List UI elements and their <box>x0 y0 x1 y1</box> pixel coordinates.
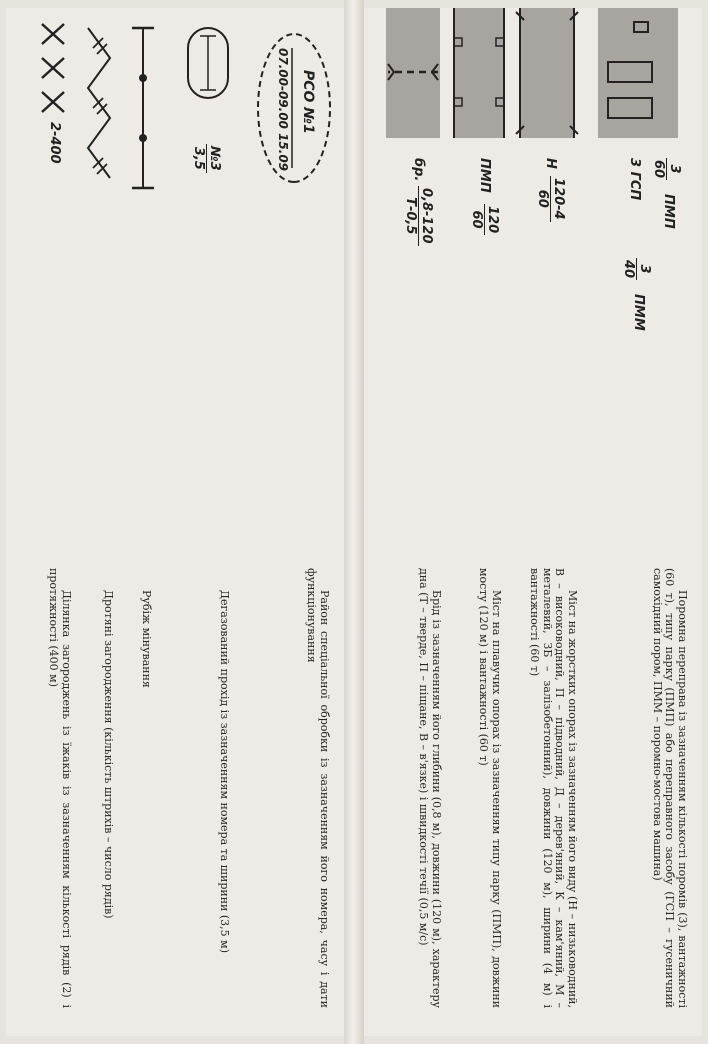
entry-degassed-passage <box>166 8 244 1036</box>
ford-symbol <box>382 8 444 408</box>
ford-prefix: бр. <box>411 158 426 182</box>
stamp-line1: РСО №1 <box>300 70 316 134</box>
entry-text: Поромна переправа із зазначенням кількості поромів (3), вантажності (60 т), типу парку (ПМП) або переправного засобу (ГСП – гусеничний самохідний пором, ПММ – поромно-мостова машина) <box>651 568 689 1008</box>
entry-text: Брід із зазначенням його глибини (0,8 м), довжини (120 м), характеру дна (Т – тверде, П – піщане, В – в'язке) і швидкості течії (0,5 м/с) <box>417 568 443 1008</box>
entry-text: Район спеціальної обробки із зазначенням його номера, часу і дати функціонування <box>305 568 331 1008</box>
entry-text: Рубіж мінування <box>140 590 153 688</box>
stamp-oval-symbol <box>248 8 340 208</box>
entry-hedgehog-obstacles <box>22 8 76 1036</box>
right-page <box>364 8 702 1036</box>
entry-text: Міст на жорстких опорах із зазначенням його виду (Н – низьководний, В – висоководний, П – підводний, Д – дерев'яний, К – кам'яний, М – металевий, ЗБ – залізобетонний), довжини (120 м), ширини (4 м) і вантажності (60 т) <box>528 568 579 1008</box>
rigid-bridge-fraction: 120-4 60 <box>535 178 566 220</box>
rigid-bridge-symbol <box>516 8 578 408</box>
entry-rigid-bridge <box>512 8 582 1036</box>
ferry-fraction-1: 3 60 <box>651 160 682 179</box>
entry-text: Міст на плавучих опорах із зазначенням типу парку (ПМП), довжини мосту (120 м) і вантажності (60 т) <box>477 568 503 1008</box>
entry-ford <box>380 8 446 1036</box>
degassed-passage-symbol <box>172 8 238 208</box>
stamp-line2: 07.00-09.00 15.09 <box>276 48 290 172</box>
entry-wire-obstacles <box>76 8 122 1036</box>
mining-line-symbol <box>128 18 158 218</box>
entry-floating-bridge <box>446 8 512 1036</box>
entry-mining-line <box>122 8 166 1036</box>
ford-fraction: 0,8-120 Т-0,5 <box>403 188 434 244</box>
rigid-bridge-prefix: Н <box>543 158 558 169</box>
degassed-passage-fraction: №3 3,5 <box>191 146 222 171</box>
right-page-content <box>364 8 702 1036</box>
ferry-label-2: 3 ГСП <box>627 158 642 201</box>
entry-text: Дротяні загородження (кількість штрихів – число рядів) <box>102 590 115 919</box>
left-page <box>6 8 344 1036</box>
floating-bridge-fraction: 120 60 <box>469 206 500 234</box>
wire-obstacles-symbol <box>80 18 118 218</box>
floating-bridge-prefix: ПМП <box>477 158 492 193</box>
hedgehog-obstacles-symbol <box>28 18 68 238</box>
left-page-content <box>6 8 344 1036</box>
ferry-suffix-3: ПММ <box>631 294 646 331</box>
ferry-fraction-3: 3 40 <box>621 260 652 279</box>
entry-text: Дегазований прохід із зазначенням номера та ширини (3,5 м) <box>218 590 231 953</box>
entry-special-processing-area <box>244 8 344 1036</box>
floating-bridge-symbol <box>450 8 508 408</box>
entry-text: Ділянка загороджень із їжаків із зазначенням кількості рядів (2) і протяжності (400 м) <box>47 568 73 1008</box>
ferry-crossing-symbol <box>592 8 692 508</box>
ferry-suffix-1: ПМП <box>661 194 676 229</box>
book-gutter <box>344 0 364 1044</box>
hedgehog-label: 2-400 <box>47 122 62 164</box>
entry-ferry-crossing <box>582 8 702 1036</box>
